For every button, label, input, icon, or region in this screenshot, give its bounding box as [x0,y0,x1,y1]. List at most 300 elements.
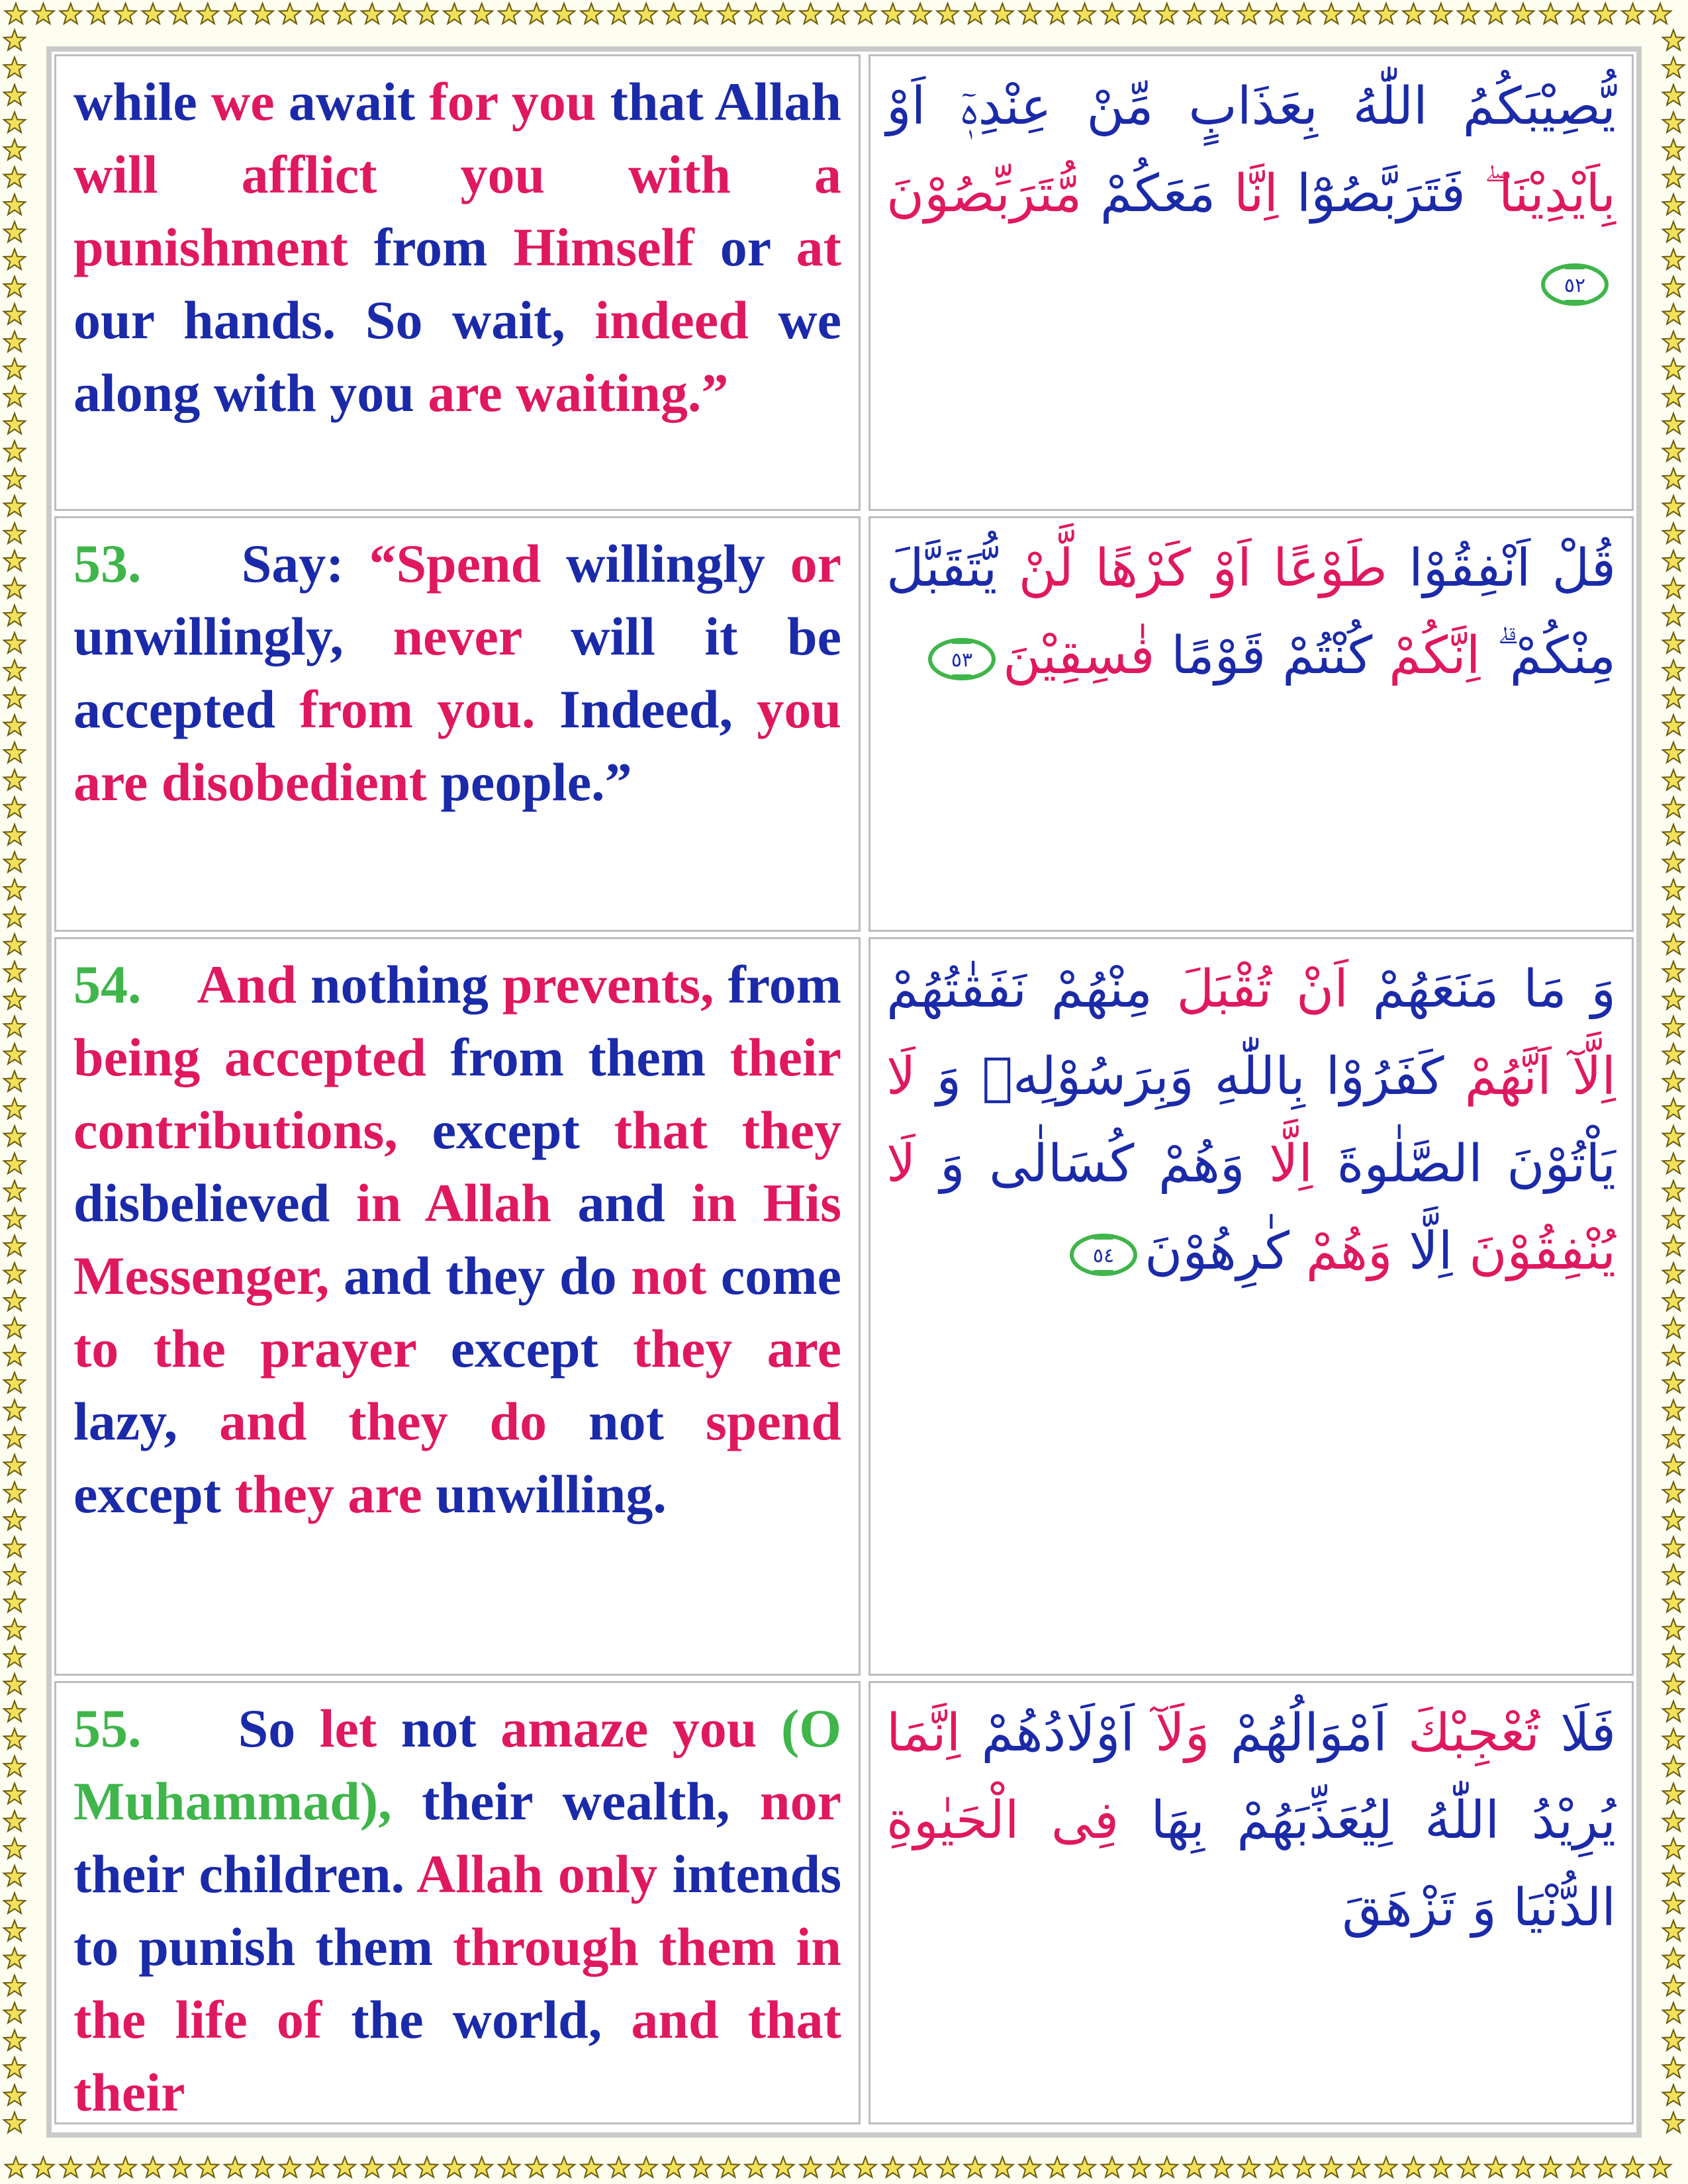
english-translation [73,948,841,1531]
verse-row-55 [54,1681,1634,2124]
border-star-icon [87,2157,109,2177]
ayah-end-marker-icon [1540,263,1609,306]
arabic-phrase: طَوْعًا اَوْ كَرْهًا لَّنْ [997,539,1387,598]
border-star-icon [1019,3,1041,24]
border-star-icon [937,2157,958,2177]
english-phrase: they are [234,1464,436,1524]
border-star-icon [1266,3,1287,24]
border-star-icon [1129,3,1150,24]
arabic-phrase: اِلَّا [1244,1134,1313,1194]
border-star-icon [964,2157,986,2177]
border-star-icon [1663,989,1684,1009]
border-star-icon [87,3,109,24]
border-star-icon [4,907,25,927]
border-star-icon [498,3,520,24]
border-star-icon [4,277,25,297]
arabic-text [886,525,1616,700]
english-phrase: nor [760,1771,841,1831]
border-star-icon [526,3,547,24]
border-star-icon [690,3,712,24]
verse-number: 55. [73,1698,142,1758]
border-star-icon [553,3,575,24]
english-phrase: they do [348,1391,589,1451]
border-star-icon [1663,359,1684,379]
border-star-icon [4,1510,25,1530]
english-phrase: not [631,1246,721,1306]
border-star-icon [4,1592,25,1612]
border-star-icon [169,2157,191,2177]
english-phrase: Indeed, [559,679,757,739]
arabic-phrase: وَهُمْ [1289,1222,1393,1281]
border-star-icon [608,2157,630,2177]
english-phrase: in the life of [73,1917,841,2050]
english-phrase: people.” [440,752,632,812]
border-star-icon [4,1071,25,1091]
border-star-icon [718,2157,739,2177]
border-star-icon [1568,3,1589,24]
ayah-end-marker-icon [1069,1233,1138,1277]
border-star-icon [4,1290,25,1310]
border-star-icon [1663,1674,1684,1694]
english-phrase: to the prayer [73,1318,451,1379]
border-star-icon [1019,2157,1041,2177]
border-star-icon [1663,1016,1684,1036]
border-star-icon [1663,249,1684,269]
border-star-icon [1485,3,1506,24]
ayah-number: ٥٢ [1564,273,1586,297]
english-phrase: not [400,1698,501,1758]
border-star-icon [471,2157,492,2177]
arabic-phrase: يُرِيْدُ اللّٰهُ لِيُعَذِّبَهُمْ [1204,1791,1616,1850]
border-star-icon [4,304,25,324]
border-star-icon [115,3,136,24]
english-phrase: you are disobedient [73,679,841,812]
border-star-icon [4,1427,25,1447]
border-star-icon [4,1811,25,1831]
border-star-icon [745,3,767,24]
border-star-icon [800,2157,821,2177]
border-star-icon [4,1756,25,1776]
border-star-icon [4,167,25,187]
border-star-icon [745,2157,767,2177]
english-translation [73,527,841,819]
english-phrase: lazy, [73,1391,220,1451]
border-star-icon [1102,2157,1123,2177]
border-star-icon [1663,1455,1684,1475]
border-star-icon [4,688,25,708]
english-phrase: spend [705,1391,841,1451]
arabic-phrase: لَا [886,1047,916,1107]
border-star-icon [1663,140,1684,160]
border-star-icon [4,852,25,872]
border-star-icon [4,2085,25,2105]
english-phrase: at [796,217,841,277]
border-star-icon [1663,962,1684,982]
verse-row-54 [54,937,1634,1676]
border-star-icon [1266,2157,1287,2177]
border-star-icon [4,1373,25,1393]
border-star-icon [4,633,25,653]
border-star-icon [1663,797,1684,817]
border-star-icon [4,1455,25,1475]
border-star-icon [4,441,25,461]
border-star-icon [1663,1208,1684,1228]
english-phrase: from you. [299,679,559,739]
border-star-icon [827,3,849,24]
arabic-phrase: يُّصِيْبَكُمُ اللّٰهُ بِعَذَابٍ مِّنْ عِنْدِهٖٓ اَوْ [886,77,1616,136]
english-phrase: their contributions, [73,1027,842,1160]
border-star-icon [1650,2157,1671,2177]
border-star-icon [1663,1784,1684,1804]
english-phrase: our hands. [73,290,365,350]
border-star-icon [4,2003,25,2023]
border-star-icon [1663,1510,1684,1530]
border-star-icon [197,2157,218,2177]
border-star-icon [1663,1564,1684,1584]
arabic-phrase: يَاْتُوْنَ الصَّلٰوةَ [1313,1134,1616,1194]
border-star-icon [4,1701,25,1721]
english-phrase: or [790,533,842,594]
border-star-icon [1430,2157,1452,2177]
border-star-icon [4,386,25,406]
english-phrase: that they [614,1100,841,1160]
english-phrase: from [373,217,514,277]
english-phrase: unwilling. [436,1464,667,1524]
english-phrase: except [450,1318,633,1379]
border-star-icon [4,1482,25,1502]
border-star-icon [1663,1181,1684,1201]
english-phrase: for [429,71,512,132]
border-star-icon [1663,1126,1684,1146]
border-star-icon [4,1784,25,1804]
border-star-icon [1663,633,1684,653]
border-star-icon [1663,222,1684,242]
border-star-icon [1184,2157,1205,2177]
border-star-icon [992,3,1013,24]
border-star-icon [882,2157,904,2177]
border-star-icon [4,1729,25,1749]
border-star-icon [1663,1866,1684,1886]
english-cell [54,516,861,932]
english-phrase: come [720,1246,841,1306]
english-phrase: are waiting.” [428,363,729,423]
border-star-icon [4,194,25,214]
border-star-icon [581,2157,602,2177]
border-star-icon [4,1099,25,1119]
border-star-icon [690,2157,712,2177]
border-star-icon [334,2157,355,2177]
border-star-icon [1321,2157,1342,2177]
border-star-icon [1184,3,1205,24]
arabic-phrase: فَلَا [1539,1704,1616,1763]
border-star-icon [1663,112,1684,132]
english-phrase: the world, [351,1989,632,2050]
border-star-icon [1595,2157,1616,2177]
verse-number: 54. [73,954,142,1015]
border-star-icon [4,742,25,762]
border-star-icon [1047,3,1068,24]
arabic-phrase: وَ مَا مَنَعَهُمْ [1348,960,1616,1019]
border-star-icon [4,1345,25,1365]
border-star-icon [1663,1153,1684,1173]
border-star-icon [1074,3,1095,24]
border-star-icon [416,3,438,24]
border-star-icon [773,2157,794,2177]
border-star-icon [1663,496,1684,516]
border-star-icon [4,1400,25,1420]
border-star-icon [1485,2157,1506,2177]
border-star-icon [1663,2058,1684,2078]
border-star-icon [1663,1701,1684,1721]
border-star-icon [4,1044,25,1064]
border-star-icon [4,140,25,160]
border-star-icon [4,660,25,680]
border-star-icon [4,989,25,1009]
border-star-icon [882,3,904,24]
border-star-icon [361,2157,383,2177]
border-star-icon [1663,1099,1684,1119]
border-star-icon [1293,2157,1315,2177]
border-star-icon [169,3,191,24]
border-star-icon [1663,825,1684,845]
border-star-icon [910,3,931,24]
border-star-icon [1458,3,1479,24]
arabic-phrase: كَفَرُوْا بِاللّٰهِ [1194,1047,1444,1107]
arabic-phrase: فَتَرَبَّصُوْٓا [1278,164,1466,224]
arabic-phrase: اِنَّا [1215,164,1279,224]
border-star-icon [4,30,25,50]
english-phrase: except [432,1100,614,1160]
border-star-icon [4,797,25,817]
border-star-icon [4,496,25,516]
border-star-icon [4,249,25,269]
arabic-phrase: وَلَآ [1135,1704,1210,1763]
border-star-icon [1540,3,1561,24]
arabic-phrase: مِنْهُمْ [1027,960,1152,1019]
border-star-icon [32,2157,54,2177]
border-star-icon [1513,2157,1534,2177]
arabic-phrase: اِلَّا [1392,1222,1453,1281]
arabic-cell [868,1681,1634,2124]
border-star-icon [635,3,657,24]
arabic-phrase: نَفَقٰتُهُمْ [886,960,1027,1019]
english-phrase: prevents, [502,954,728,1015]
border-star-icon [5,3,26,24]
english-phrase: being accepted [73,1027,451,1087]
arabic-phrase: مُّتَرَبِّصُوْنَ [886,164,1082,224]
border-star-icon [1293,3,1315,24]
border-star-icon [1663,331,1684,351]
english-phrase: and they do [344,1246,632,1306]
border-star-icon [4,331,25,351]
border-star-icon [1663,386,1684,406]
english-phrase: not [588,1391,706,1451]
english-phrase: or [720,217,796,277]
border-star-icon [1663,1236,1684,1256]
border-star-icon [4,1318,25,1338]
border-star-icon [4,1893,25,1913]
border-star-icon [4,359,25,379]
border-star-icon [4,1236,25,1256]
english-phrase: and that [631,1989,841,2050]
english-phrase: amaze you [500,1698,781,1758]
arabic-phrase: اَوْلَادُهُمْ [961,1704,1135,1763]
english-phrase: we along with you [73,290,841,423]
english-phrase: And [197,954,310,1015]
english-phrase: except [73,1464,235,1524]
border-star-icon [553,2157,575,2177]
border-star-icon [1663,1044,1684,1064]
border-star-icon [1663,1400,1684,1420]
border-star-icon [1513,3,1534,24]
border-star-icon [855,3,876,24]
border-star-icon [1156,2157,1178,2177]
border-star-icon [1663,194,1684,214]
border-star-icon [4,578,25,598]
english-phrase: let [319,1698,401,1758]
border-star-icon [361,3,383,24]
border-star-icon [827,2157,849,2177]
arabic-phrase: فٰسِقِيْنَ [1003,626,1155,686]
border-star-icon [773,3,794,24]
border-star-icon [1458,2157,1479,2177]
ayah-end-marker-icon [927,637,996,681]
border-star-icon [937,3,958,24]
english-phrase: in His Messenger, [73,1173,841,1306]
border-star-icon [1663,907,1684,927]
border-star-icon [1663,879,1684,899]
border-star-icon [855,2157,876,2177]
border-star-icon [663,2157,684,2177]
english-phrase: willingly [566,533,790,594]
border-star-icon [1663,1975,1684,1995]
border-star-icon [635,2157,657,2177]
border-star-icon [1376,3,1397,24]
arabic-cell [868,516,1634,932]
english-translation [73,66,841,430]
english-phrase: you [511,71,610,132]
border-star-icon [444,2157,465,2177]
border-star-icon [389,2157,410,2177]
border-star-icon [1663,1345,1684,1365]
border-star-icon [142,2157,164,2177]
border-star-icon [1403,2157,1424,2177]
border-star-icon [1663,1921,1684,1941]
border-star-icon [1321,3,1342,24]
english-phrase: Himself [513,217,720,277]
border-star-icon [1348,2157,1369,2177]
border-star-icon [5,2157,26,2177]
border-star-icon [1663,1838,1684,1858]
verse-number: 53. [73,533,142,594]
border-star-icon [4,85,25,105]
english-phrase: Allah only [416,1844,673,1904]
border-star-icon [663,3,684,24]
border-star-icon [1663,414,1684,434]
border-star-icon [1663,2003,1684,2023]
border-star-icon [416,2157,438,2177]
border-star-icon [1663,1592,1684,1612]
border-star-icon [4,57,25,77]
border-star-icon [4,962,25,982]
border-star-icon [4,934,25,954]
border-star-icon [1663,1427,1684,1447]
border-star-icon [1129,2157,1150,2177]
arabic-phrase: وَهُمْ كُسَالٰى وَ [915,1134,1245,1194]
border-star-icon [1102,3,1123,24]
arabic-phrase: يُّتَقَبَّلَ مِنْكُمْ ۗ [886,539,1616,686]
border-star-icon [1663,852,1684,872]
english-phrase: indeed [594,290,778,350]
english-phrase: So [238,1698,320,1758]
border-star-icon [1430,3,1452,24]
border-star-icon [306,2157,328,2177]
border-star-icon [4,1975,25,1995]
border-star-icon [4,715,25,735]
arabic-phrase: فِى الْحَيٰوةِ [886,1791,1119,1850]
border-star-icon [4,1948,25,1968]
border-star-icon [1663,1537,1684,1557]
border-star-icon [60,3,81,24]
border-star-icon [1663,1948,1684,1968]
border-star-icon [4,222,25,242]
english-phrase: in Allah [355,1173,578,1233]
border-star-icon [1663,1482,1684,1502]
english-phrase: “Spend [369,533,567,594]
border-star-icon [4,1016,25,1036]
border-star-icon [252,3,273,24]
english-phrase: while [73,71,212,132]
border-star-icon [60,2157,81,2177]
border-star-icon [1663,1290,1684,1310]
border-star-icon [1663,2112,1684,2132]
arabic-phrase: مَعَكُمْ [1082,164,1216,224]
border-star-icon [800,3,821,24]
border-star-icon [992,2157,1013,2177]
border-star-icon [581,3,602,24]
border-star-icon [1663,1893,1684,1913]
border-star-icon [1663,1318,1684,1338]
border-star-icon [1568,2157,1589,2177]
border-star-icon [32,3,54,24]
border-star-icon [4,1674,25,1694]
english-phrase: nothing [310,954,502,1015]
english-translation [73,1692,841,2129]
border-star-icon [4,879,25,899]
arabic-cell [868,937,1634,1676]
border-star-icon [4,414,25,434]
border-star-icon [1663,468,1684,488]
border-star-icon [197,3,218,24]
border-star-icon [1663,1756,1684,1776]
border-star-icon [4,1564,25,1584]
arabic-phrase: اِلَّآ اَنَّهُمْ [1444,1047,1616,1107]
border-star-icon [4,2058,25,2078]
border-star-icon [1663,715,1684,735]
arabic-phrase: لَا يُنْفِقُوْنَ [886,1134,1616,1281]
border-star-icon [1663,1373,1684,1393]
border-star-icon [1663,2085,1684,2105]
border-star-icon [4,523,25,543]
border-star-icon [1663,523,1684,543]
border-star-icon [4,1619,25,1639]
border-star-icon [1663,1263,1684,1283]
border-star-icon [4,1647,25,1667]
border-star-icon [1540,2157,1561,2177]
border-star-icon [1074,2157,1095,2177]
border-star-icon [1663,2030,1684,2050]
english-cell [54,54,861,511]
